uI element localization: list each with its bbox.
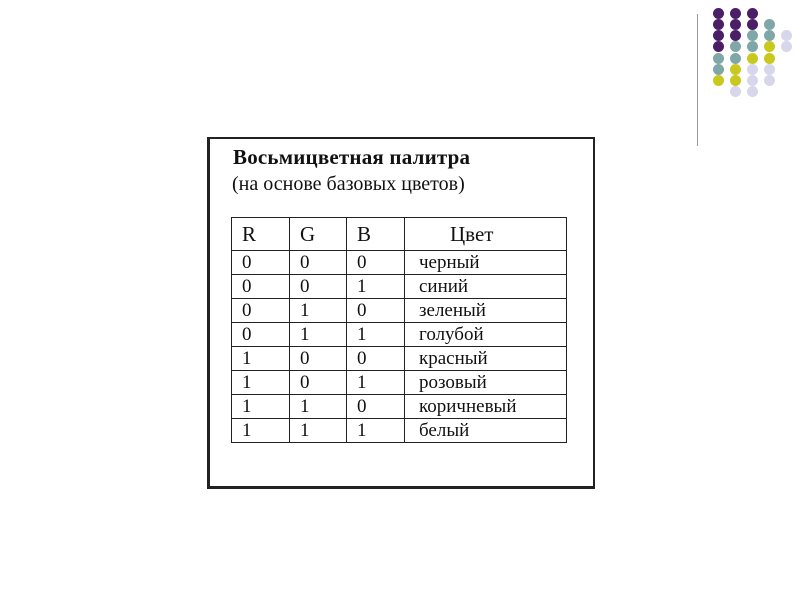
figure-subtitle: (на основе базовых цветов): [232, 173, 465, 195]
decorative-dot: [764, 53, 775, 64]
decorative-dot: [730, 19, 741, 30]
decorative-dot: [713, 75, 724, 86]
decorative-dot: [730, 86, 741, 97]
cell-g: 1: [290, 395, 347, 419]
header-color: Цвет: [405, 218, 567, 251]
palette-figure: [207, 137, 595, 489]
decorative-dot: [730, 53, 741, 64]
cell-r: 0: [232, 323, 290, 347]
table-row: [232, 419, 567, 443]
cell-color-name: коричневый: [405, 395, 567, 419]
header-r: R: [232, 218, 290, 251]
decorative-dot: [747, 19, 758, 30]
table-row: [232, 275, 567, 299]
decorative-dot: [781, 41, 792, 52]
cell-g: 1: [290, 299, 347, 323]
decorative-dot: [764, 41, 775, 52]
decorative-dot: [713, 64, 724, 75]
cell-r: 0: [232, 275, 290, 299]
decorative-dot: [764, 19, 775, 30]
cell-g: 0: [290, 251, 347, 275]
cell-color-name: белый: [405, 419, 567, 443]
cell-g: 0: [290, 275, 347, 299]
decorative-dot: [781, 30, 792, 41]
decorative-dot: [747, 64, 758, 75]
decorative-dot: [747, 41, 758, 52]
cell-color-name: черный: [405, 251, 567, 275]
cell-r: 1: [232, 395, 290, 419]
table-header-row: [232, 218, 567, 251]
decorative-dot: [730, 8, 741, 19]
decorative-dot: [713, 30, 724, 41]
decorative-dot: [713, 8, 724, 19]
cell-g: 1: [290, 419, 347, 443]
palette-table: [231, 217, 567, 443]
cell-b: 0: [347, 395, 405, 419]
cell-b: 1: [347, 419, 405, 443]
decorative-dot: [730, 75, 741, 86]
cell-b: 0: [347, 299, 405, 323]
decorative-dot: [747, 30, 758, 41]
cell-color-name: красный: [405, 347, 567, 371]
cell-r: 1: [232, 347, 290, 371]
decorative-dot: [713, 53, 724, 64]
cell-color-name: розовый: [405, 371, 567, 395]
figure-title: Восьмицветная палитра: [233, 145, 471, 169]
decorative-dot: [764, 75, 775, 86]
cell-r: 0: [232, 299, 290, 323]
decorative-dot: [730, 64, 741, 75]
decorative-dot: [730, 30, 741, 41]
table-row: [232, 347, 567, 371]
decorative-dot: [747, 8, 758, 19]
cell-color-name: синий: [405, 275, 567, 299]
cell-color-name: зеленый: [405, 299, 567, 323]
cell-b: 1: [347, 371, 405, 395]
decorative-dot: [713, 19, 724, 30]
header-g: G: [290, 218, 347, 251]
decorative-dot: [713, 41, 724, 52]
decorative-dot: [764, 64, 775, 75]
decorative-dot-grid: [709, 8, 799, 148]
cell-r: 1: [232, 419, 290, 443]
header-b: B: [347, 218, 405, 251]
decorative-dot: [764, 30, 775, 41]
cell-g: 1: [290, 323, 347, 347]
cell-color-name: голубой: [405, 323, 567, 347]
cell-b: 0: [347, 347, 405, 371]
decorative-separator-line: [697, 14, 698, 146]
table-row: [232, 371, 567, 395]
table-row: [232, 323, 567, 347]
table-row: [232, 251, 567, 275]
cell-g: 0: [290, 347, 347, 371]
decorative-dot: [747, 86, 758, 97]
decorative-dot: [747, 53, 758, 64]
cell-b: 1: [347, 323, 405, 347]
decorative-dot: [747, 75, 758, 86]
cell-g: 0: [290, 371, 347, 395]
decorative-dot: [730, 41, 741, 52]
cell-b: 0: [347, 251, 405, 275]
table-row: [232, 299, 567, 323]
table-row: [232, 395, 567, 419]
cell-r: 1: [232, 371, 290, 395]
cell-b: 1: [347, 275, 405, 299]
cell-r: 0: [232, 251, 290, 275]
